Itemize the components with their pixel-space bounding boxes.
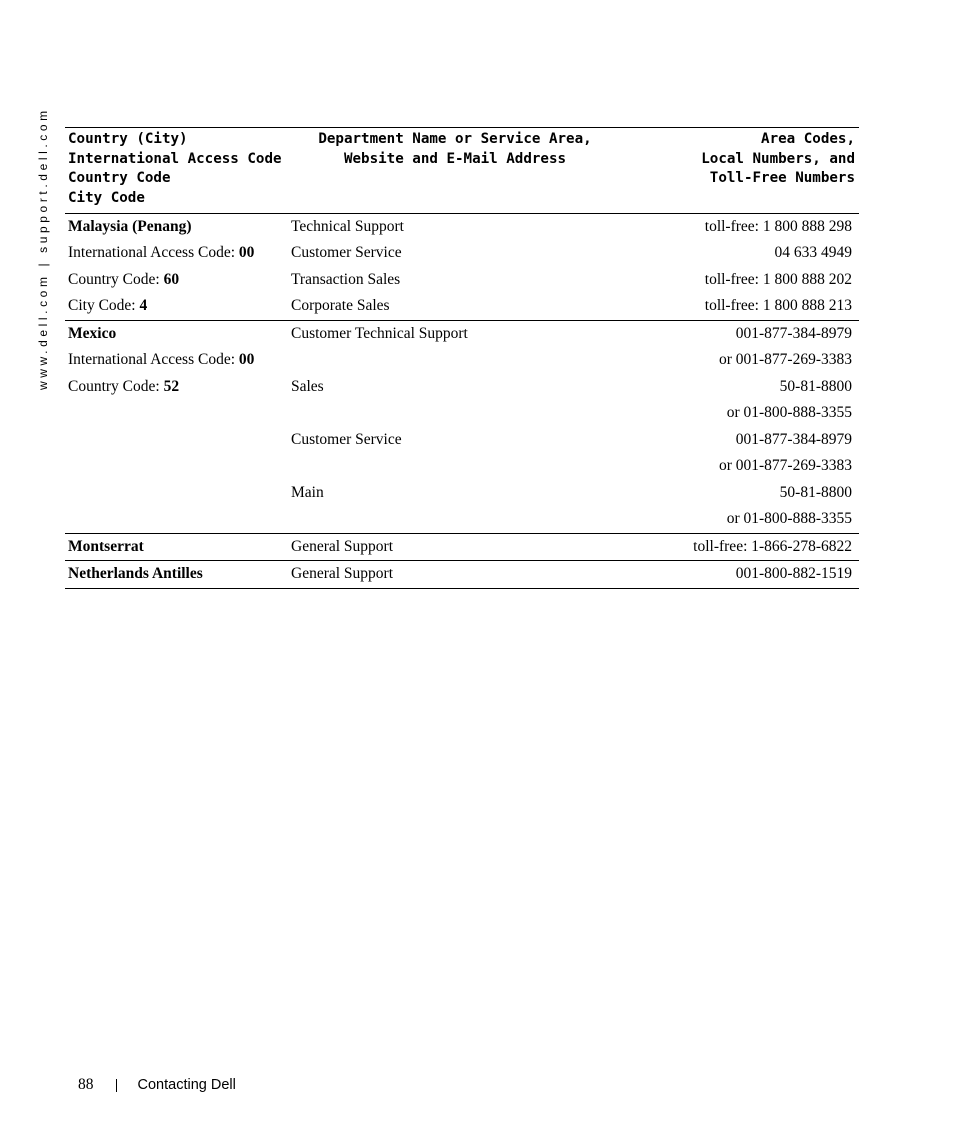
phone-number-cell: 04 633 4949 bbox=[774, 244, 852, 262]
code-label: International Access Code: bbox=[68, 244, 239, 262]
code-label: International Access Code: bbox=[68, 351, 239, 369]
side-url-text: www.dell.com | support.dell.com bbox=[36, 107, 50, 390]
phone-number-cell: toll-free: 1 800 888 213 bbox=[704, 297, 852, 315]
table-row bbox=[65, 561, 859, 589]
phone-number-cell: 001-877-384-8979 bbox=[623, 320, 859, 347]
table-row bbox=[65, 267, 859, 294]
table-row bbox=[65, 480, 859, 507]
table-row bbox=[65, 320, 859, 347]
phone-number-cell: 50-81-8800 bbox=[779, 483, 852, 501]
country-name: Netherlands Antilles bbox=[68, 565, 203, 583]
code-label: Country Code: bbox=[68, 270, 164, 288]
phone-number-cell: toll-free: 1 800 888 202 bbox=[704, 270, 852, 288]
country-cell bbox=[65, 293, 287, 320]
code-label: City Code: bbox=[68, 297, 140, 315]
country-cell bbox=[65, 400, 287, 427]
department-cell: Corporate Sales bbox=[291, 297, 390, 315]
country-cell bbox=[65, 533, 287, 561]
contact-table bbox=[65, 127, 859, 589]
header-numbers: Area Codes, Local Numbers, and Toll-Free Numbers bbox=[623, 128, 859, 214]
phone-number-cell: or 001-877-269-3383 bbox=[718, 351, 852, 369]
phone-number-cell: or 01-800-888-3355 bbox=[726, 404, 852, 422]
department-cell: General Support bbox=[287, 561, 623, 589]
header-country: Country (City) International Access Code Country Code City Code bbox=[65, 128, 287, 214]
table-row bbox=[65, 427, 859, 454]
department-cell: Customer Service bbox=[291, 244, 402, 262]
code-value: 4 bbox=[139, 297, 148, 315]
country-cell bbox=[65, 213, 287, 240]
code-value: 60 bbox=[163, 270, 180, 288]
department-cell: Technical Support bbox=[287, 213, 623, 240]
code-value: 00 bbox=[238, 351, 255, 369]
country-name: Montserrat bbox=[68, 537, 144, 555]
country-cell bbox=[65, 480, 287, 507]
department-cell bbox=[287, 400, 623, 427]
table-row bbox=[65, 213, 859, 240]
department-cell: Customer Technical Support bbox=[287, 320, 623, 347]
phone-number-cell: or 001-877-269-3383 bbox=[718, 457, 852, 475]
country-cell bbox=[65, 506, 287, 533]
department-cell bbox=[287, 453, 623, 480]
country-name: Mexico bbox=[68, 324, 117, 342]
code-value: 52 bbox=[163, 377, 180, 395]
country-cell bbox=[65, 320, 287, 347]
table-row bbox=[65, 453, 859, 480]
table-row bbox=[65, 347, 859, 374]
page-number: 88 bbox=[78, 1076, 94, 1093]
country-cell bbox=[65, 427, 287, 454]
department-cell: Customer Service bbox=[291, 430, 402, 448]
department-cell: Transaction Sales bbox=[291, 270, 401, 288]
code-label: Country Code: bbox=[68, 377, 164, 395]
country-cell bbox=[65, 347, 287, 374]
table-row bbox=[65, 374, 859, 401]
country-cell bbox=[65, 453, 287, 480]
table-row bbox=[65, 506, 859, 533]
header-department: Department Name or Service Area, Website and E-Mail Address bbox=[287, 128, 623, 214]
country-name: Malaysia (Penang) bbox=[68, 217, 192, 235]
phone-number-cell: toll-free: 1-866-278-6822 bbox=[623, 533, 859, 561]
country-cell bbox=[65, 374, 287, 401]
table-row bbox=[65, 240, 859, 267]
table-body bbox=[65, 213, 859, 588]
table-header bbox=[65, 128, 859, 214]
table-row bbox=[65, 293, 859, 320]
section-title: Contacting Dell bbox=[137, 1077, 236, 1093]
department-cell: Sales bbox=[291, 377, 324, 395]
country-cell bbox=[65, 561, 287, 589]
phone-number-cell: or 01-800-888-3355 bbox=[726, 510, 852, 528]
table-row bbox=[65, 400, 859, 427]
phone-number-cell: 001-877-384-8979 bbox=[735, 430, 852, 448]
country-cell bbox=[65, 240, 287, 267]
table-row bbox=[65, 533, 859, 561]
footer-divider bbox=[116, 1079, 117, 1092]
department-cell: General Support bbox=[287, 533, 623, 561]
phone-number-cell: 001-800-882-1519 bbox=[623, 561, 859, 589]
department-cell bbox=[287, 506, 623, 533]
phone-number-cell: 50-81-8800 bbox=[779, 377, 852, 395]
department-cell bbox=[287, 347, 623, 374]
country-cell bbox=[65, 267, 287, 294]
phone-number-cell: toll-free: 1 800 888 298 bbox=[623, 213, 859, 240]
code-value: 00 bbox=[238, 244, 255, 262]
page-footer bbox=[78, 1076, 236, 1094]
department-cell: Main bbox=[291, 483, 324, 501]
